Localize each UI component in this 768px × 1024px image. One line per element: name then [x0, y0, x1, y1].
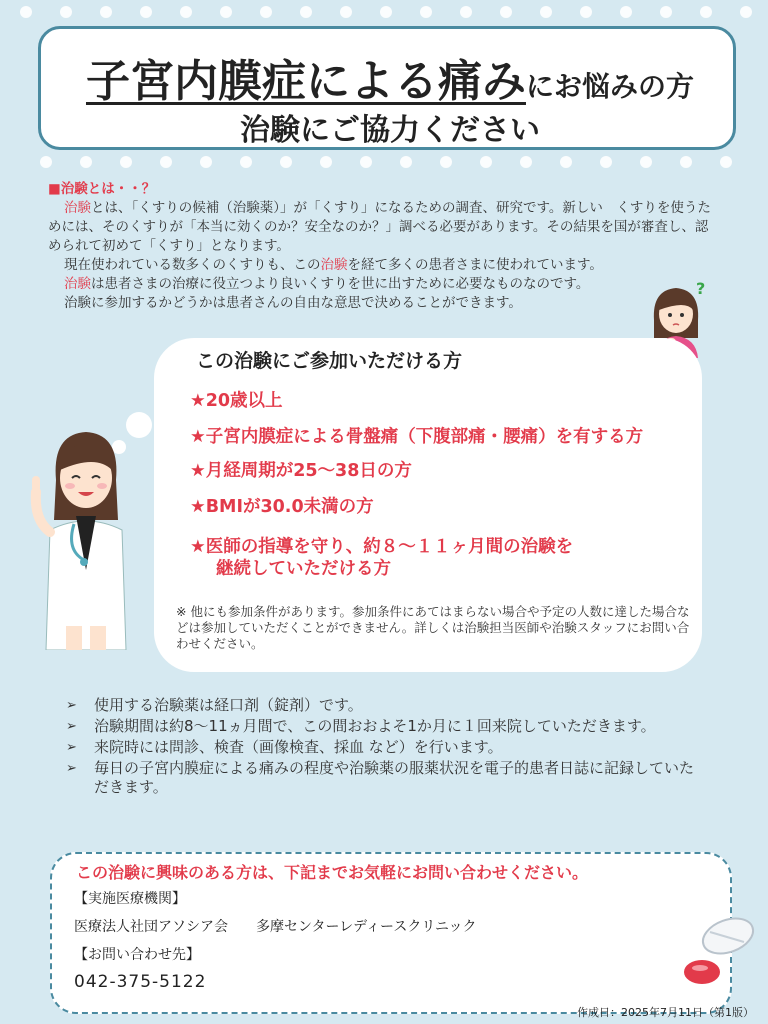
list-item-text: 毎日の子宮内膜症による痛みの程度や治験薬の服薬状況を電子的患者日誌に記録していただきます。 [94, 759, 695, 796]
decorative-dots-top [0, 6, 768, 18]
female-doctor-illustration [26, 420, 146, 650]
page-title: 子宮内膜症による痛み [85, 56, 526, 107]
intro-heading-text: 治験とは・・？ [60, 181, 156, 197]
page-title-suffix: にお悩みの方 [525, 70, 694, 103]
info-bullet-list [66, 696, 706, 799]
institution-label: 【実施医療機関】 [74, 891, 186, 907]
list-item-text: 使用する治験薬は経口剤（錠剤）です。 [94, 696, 363, 714]
criteria-item [190, 536, 573, 580]
arrow-bullet-icon: ➢ [66, 698, 77, 713]
list-item [66, 738, 706, 757]
inquiry-label: 【お問い合わせ先】 [74, 947, 200, 963]
criteria-note: ※ 他にも参加条件があります。参加条件にあてはまらない場合や予定の人数に達した場合などは参加していただくことができません。詳しくは治験担当医師や治験スタッフにお問い合わせください。 [176, 604, 690, 651]
criteria-item: ★月経周期が25～38日の方 [190, 461, 412, 481]
list-item-text: 治験期間は約8～11ヵ月間で、この間おおよそ1か月に１回来院していただきます。 [94, 717, 656, 735]
criteria-item: ★BMIが30.0未満の方 [190, 497, 374, 517]
criteria-item-text: ★医師の指導を守り、約８～１１ヶ月間の治験を [190, 537, 574, 557]
list-item [66, 717, 706, 736]
criteria-title: この治験にご参加いただける方 [196, 350, 463, 372]
term-chiken: 治験 [64, 276, 91, 292]
arrow-bullet-icon: ➢ [66, 740, 77, 755]
page-subtitle: 治験にご協力ください [240, 113, 540, 148]
intro-text-3: は患者さまの治療に役立つより良いくすりを世に出すために必要なものなのです。 [91, 276, 590, 292]
institution-name: 医療法人社団アソシア会 多摩センターレディースクリニック [74, 919, 477, 935]
list-item [66, 759, 706, 797]
intro-text-2a: 現在使われている数多くのくすりも、この [64, 257, 321, 273]
intro-heading [48, 180, 720, 199]
criteria-item: ★子宮内膜症による骨盤痛（下腹部痛・腰痛）を有する方 [190, 427, 644, 447]
heading-square-icon: ■ [48, 181, 61, 197]
list-item-text: 来院時には問診、検査（画像検査、採血 など）を行います。 [94, 738, 503, 756]
creation-date: 作成日：2025年7月11日（第1版） [577, 1006, 754, 1019]
contact-box [50, 852, 732, 1014]
term-chiken: 治験 [320, 257, 348, 273]
intro-text-2c: を経て多くの患者さまに使われています。 [347, 257, 603, 273]
pill-capsule-illustration [680, 910, 760, 992]
intro-section [48, 180, 720, 313]
intro-text-4: 治験に参加するかどうかは患者さんの自由な意思で決めることができます。 [64, 295, 522, 311]
title-box [38, 26, 736, 150]
intro-text-1: とは、「くすりの候補（治験薬）」が「くすり」になるための調査、研究です。新しい くすりを使うためには、そのくすりが「本当に効くのか？安全なのか？」調べる必要があります。その結果を国が審査し、認められて初めて「くすり」となります。 [48, 200, 711, 254]
term-chiken: 治験 [64, 200, 91, 216]
list-item [66, 696, 706, 715]
arrow-bullet-icon: ➢ [66, 719, 77, 734]
phone-number[interactable]: 042-375-5122 [74, 972, 207, 992]
contact-heading: この治験に興味のある方は、下記までお気軽にお問い合わせください。 [76, 863, 589, 882]
svg-text:?: ? [696, 280, 706, 298]
criteria-item-continuation: 継続していただける方 [216, 559, 391, 579]
intro-paragraph-4 [48, 294, 720, 313]
arrow-bullet-icon: ➢ [66, 761, 77, 776]
criteria-item: ★20歳以上 [190, 391, 283, 411]
intro-paragraph-1 [48, 199, 720, 256]
intro-paragraph-2 [48, 256, 720, 275]
decorative-dots-mid [0, 156, 768, 168]
intro-paragraph-3 [48, 275, 720, 294]
title-line [41, 45, 739, 109]
